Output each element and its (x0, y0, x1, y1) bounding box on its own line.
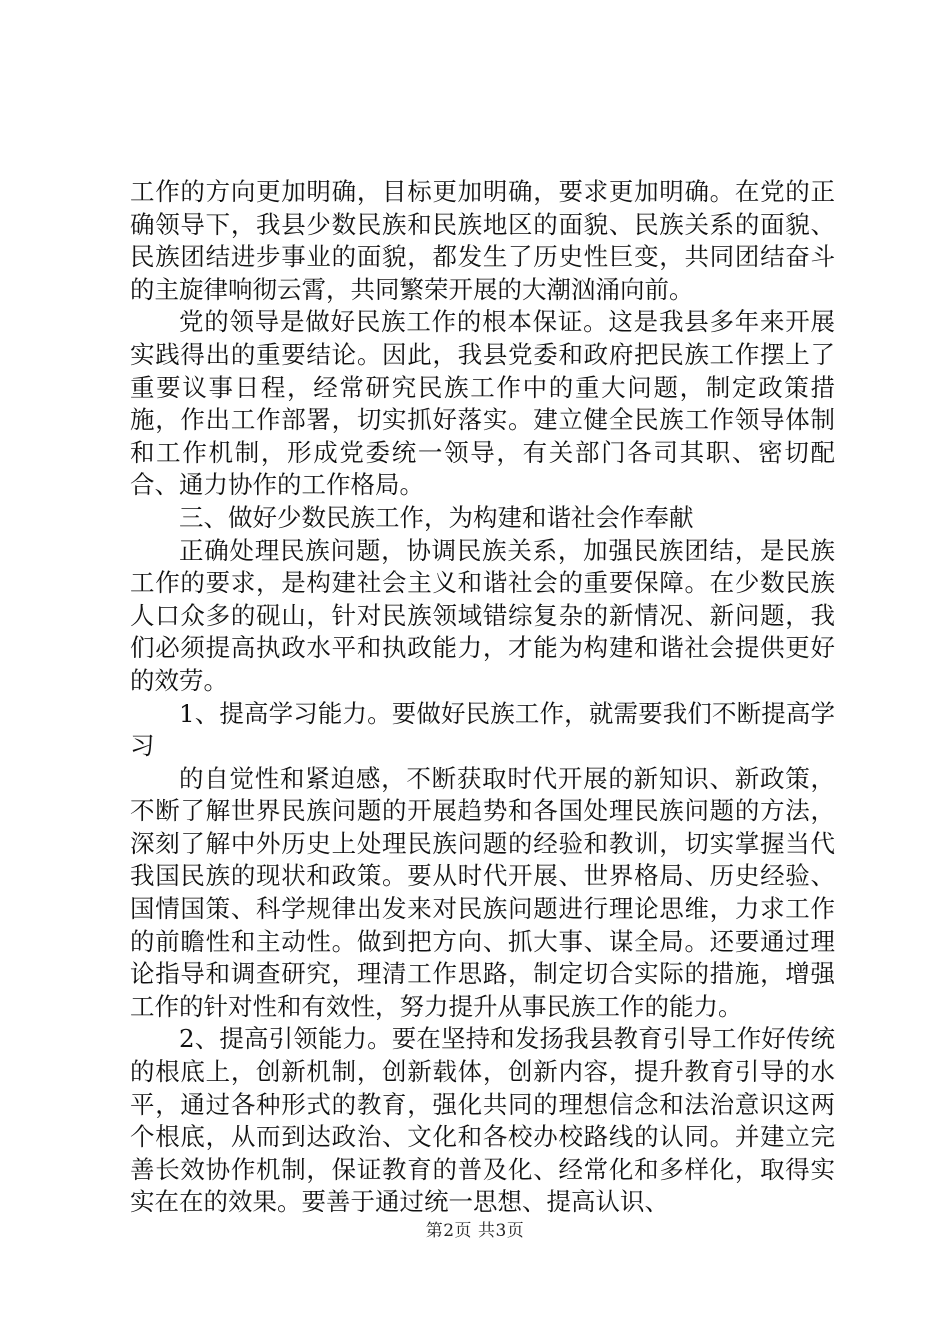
document-body (130, 176, 835, 1219)
section-heading-3: 三、做好少数民族工作，为构建和谐社会作奉献 (179, 502, 694, 532)
paragraph-2: 党的领导是做好民族工作的根本保证。这是我县多年来开展实践得出的重要结论。因此，我县党委和政府把民族工作摆上了重要议事日程，经常研究民族工作中的重大问题，制定政策措施，作出工作部署，切实抓好落实。建立健全民族工作领导体制和工作机制，形成党委统一领导，有关部门各司其职、密切配合、通力协作的工作格局。 (130, 307, 835, 500)
page-number-label: 第2页 共3页 (425, 1221, 525, 1241)
paragraph-6: 的自觉性和紧迫感，不断获取时代开展的新知识、新政策，不断了解世界民族问题的开展趋势和各国处理民族问题的方法，深刻了解中外历史上处理民族问题的经验和教训，切实掌握当代我国民族的现状和政策。要从时代开展、世界格局、历史经验、国情国策、科学规律出发来对民族问题进行理论思维，力求工作的前瞻性和主动性。做到把方向、抓大事、谋全局。还要通过理论指导和调查研究，理清工作思路，制定切合实际的措施，增强工作的针对性和有效性，努力提升从事民族工作的能力。 (130, 763, 835, 1021)
paragraph-1: 工作的方向更加明确，目标更加明确，要求更加明确。在党的正确领导下，我县少数民族和民族地区的面貌、民族关系的面貌、民族团结进步事业的面貌，都发生了历史性巨变，共同团结奋斗的主旋律响彻云霄，共同繁荣开展的大潮汹涌向前。 (130, 177, 835, 304)
paragraph-7: 2、提高引领能力。要在坚持和发扬我县教育引导工作好传统的根底上，创新机制，创新载体，创新内容，提升教育引导的水平，通过各种形式的教育，强化共同的理想信念和法治意识这两个根底，从而到达政治、文化和各校办校路线的认同。并建立完善长效协作机制，保证教育的普及化、经常化和多样化，取得实实在在的效果。要善于通过统一思想、提高认识、 (130, 1024, 835, 1217)
paragraph-4: 正确处理民族问题，协调民族关系，加强民族团结，是民族工作的要求，是构建社会主义和谐社会的重要保障。在少数民族人口众多的砚山，针对民族领域错综复杂的新情况、新问题，我们必须提高执政水平和执政能力，才能为构建和谐社会提供更好的效劳。 (130, 535, 835, 695)
paragraph-5: 1、提高学习能力。要做好民族工作，就需要我们不断提高学习 (130, 698, 835, 761)
page-footer (0, 1216, 950, 1241)
